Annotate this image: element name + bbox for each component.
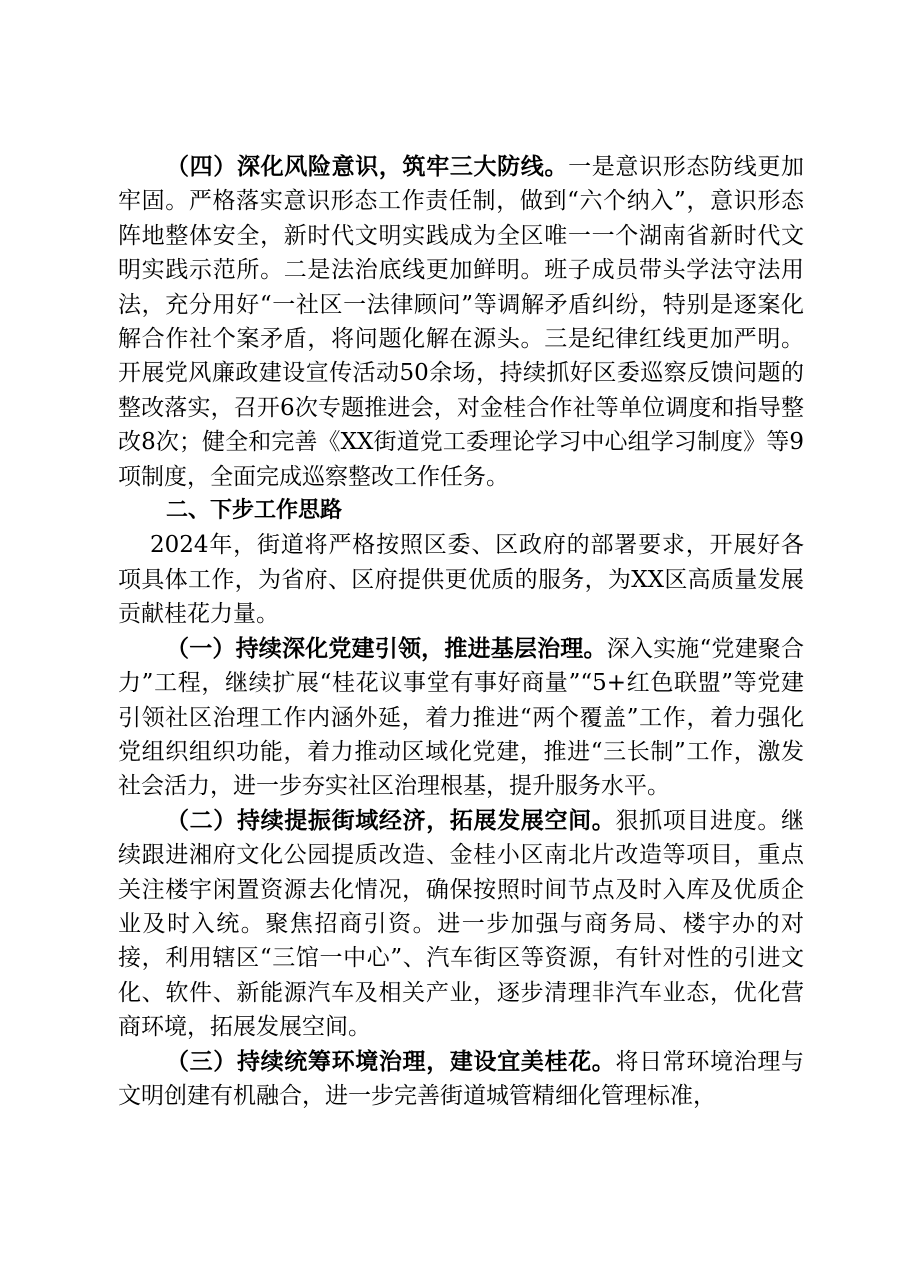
document-body (118, 150, 804, 1113)
item-paragraph-economy (118, 804, 804, 1045)
section-heading: 二、下步工作思路 (166, 498, 343, 524)
item-paragraph-party-building (118, 632, 804, 804)
item-text: 将日常环境治理与文明创建有机融合，进一步完善街道城管精细化管理标准， (118, 1048, 805, 1109)
paragraph-text: 一是意识形态防线更加牢固。严格落实意识形态工作责任制，做到“六个纳入”，意识形态阵地整体安全，新时代文明实践成为全区唯一一个湖南省新时代文明实践示范所。二是法治底线更加鲜明。班子成员带头学法守法用法，充分用好“一社区一法律顾问”等调解矛盾纠纷，特别是逐案化解合作社个案矛盾，将问题化解在源头。三是纪律红线更加严明。开展党风廉政建设宣传活动50余场，持续抓好区委巡察反馈问题的整改落实，召开6次专题推进会，对金桂合作社等单位调度和指导整改8次；健全和完善《XX街道党工委理论学习中心组学习制度》等9项制度，全面完成巡察整改工作任务。 (118, 154, 805, 490)
item-lead: （一）持续深化党建引领，推进基层治理。 (166, 634, 607, 662)
item-text: 深入实施“党建聚合力”工程，继续扩展“桂花议事堂有事好商量”“5+红色联盟”等党建引领社区治理工作内涵外延，着力推进“两个覆盖”工作，着力强化党组织组织功能，着力推动区域化党建，推进“三长制”工作，激发社会活力，进一步夯实社区治理根基，提升服务水平。 (118, 635, 804, 800)
item-lead: （三）持续统筹环境治理，建设宜美桂花。 (166, 1047, 616, 1075)
paragraph-lead: （四）深化风险意识，筑牢三大防线。 (166, 153, 569, 180)
paragraph-risk-awareness (118, 150, 804, 494)
item-paragraph-environment (118, 1045, 804, 1114)
intro-paragraph: 2024年，街道将严格按照区委、区政府的部署要求，开展好各项具体工作，为省府、区府提供更优质的服务，为XX区高质量发展贡献桂花力量。 (118, 532, 804, 628)
item-text: 狠抓项目进度。继续跟进湘府文化公园提质改造、金桂小区南北片改造等项目，重点关注楼宇闲置资源去化情况，确保按照时间节点及时入库及优质企业及时入统。聚焦招商引资。进一步加强与商务局、楼宇办的对接，利用辖区“三馆一中心”、汽车街区等资源，有针对性的引进文化、软件、新能源汽车及相关产业，逐步清理非汽车业态，优化营商环境，拓展发展空间。 (118, 807, 805, 1041)
item-lead: （二）持续提振街域经济，拓展发展空间。 (166, 806, 616, 834)
